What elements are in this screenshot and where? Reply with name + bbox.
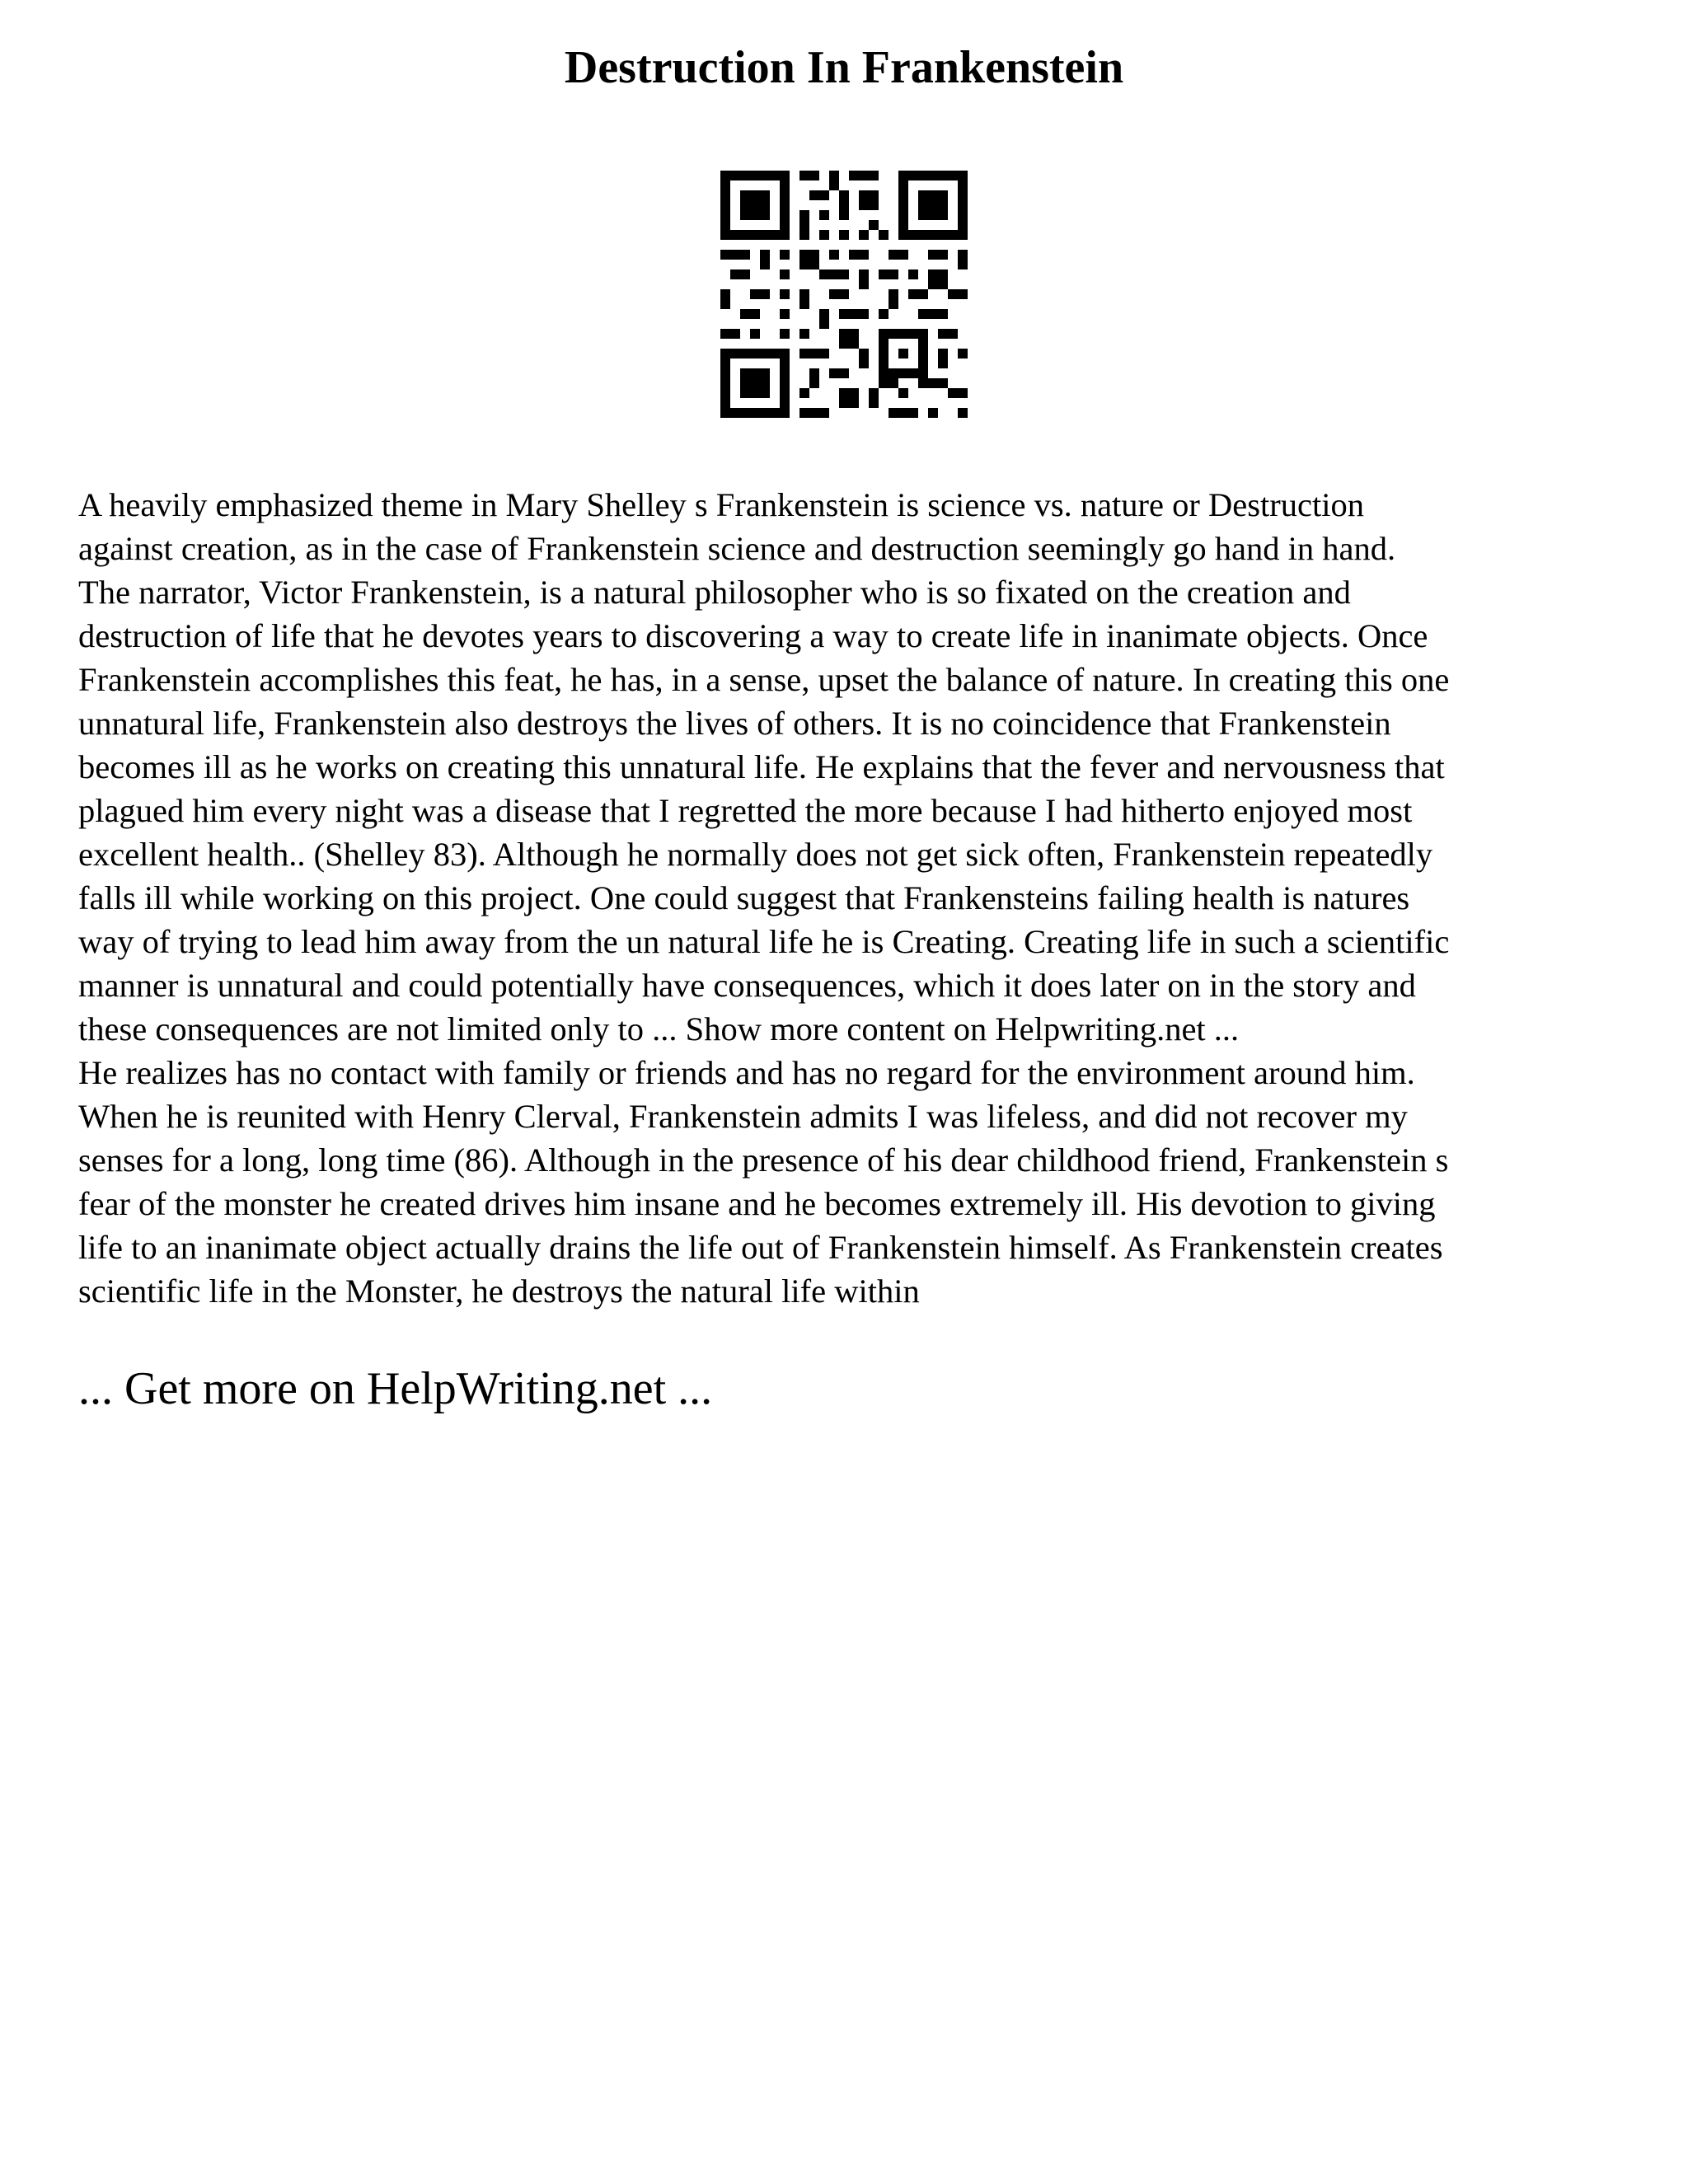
page-title: Destruction In Frankenstein bbox=[564, 42, 1124, 93]
get-more-link[interactable]: ... Get more on HelpWriting.net ... bbox=[78, 1363, 713, 1414]
paragraph-2: He realizes has no contact with family or friends and has no regard for the environment around him. When he is reunited with Henry Clerval, Frankenstein admits I was lifeless, and did not recover my senses for a long, long time (86). Although in the presence of his dear childhood friend, Frankenstein s fear of the monster he created drives him insane and he becomes extremely ill. His devotion to giving life to an inanimate object actually drains the life out of Frankenstein himself. As Frankenstein creates scientific life in the Monster, he destroys the natural life within bbox=[78, 1054, 1449, 1310]
qr-code-icon bbox=[720, 171, 968, 418]
paragraph-1: A heavily emphasized theme in Mary Shelley s Frankenstein is science vs. nature or Destruction against creation, as in the case of Frankenstein science and destruction seemingly go hand in hand. The narrator, Victor Frankenstein, is a natural philosopher who is so fixated on the creation and destruction of life that he devotes years to discovering a way to create life in inanimate objects. Once Frankenstein accomplishes this feat, he has, in a sense, upset the balance of nature. In creating this one unnatural life, Frankenstein also destroys the lives of others. It is no coincidence that Frankenstein becomes ill as he works on creating this unnatural life. He explains that the fever and nervousness that plagued him every night was a disease that I regretted the more because I had hitherto enjoyed most excellent health.. (Shelley 83). Although he normally does not get sick often, Frankenstein repeatedly falls ill while working on this project. One could suggest that Frankensteins failing health is natures way of trying to lead him away from the un natural life he is Creating. Creating life in such a scientific manner is unnatural and could potentially have consequences, which it does later on in the story and these consequences are not limited only to ... Show more content on Helpwriting.net ... bbox=[78, 486, 1450, 1047]
essay-excerpt bbox=[78, 483, 1628, 1313]
